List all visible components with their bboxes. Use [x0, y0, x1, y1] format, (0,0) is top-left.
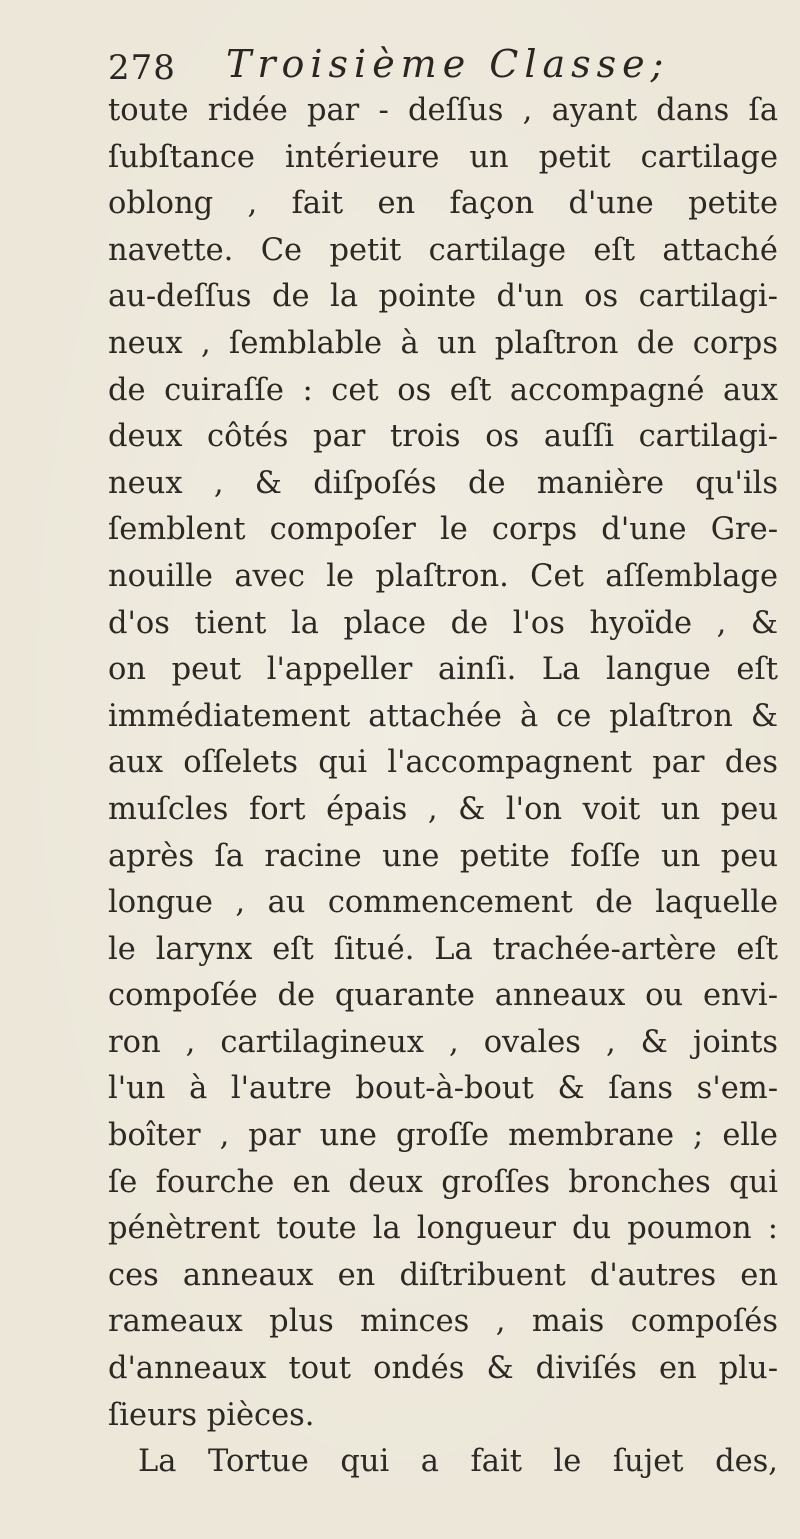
- text-line: boîter , par une groſſe membrane ; elle: [108, 1118, 778, 1154]
- text-line: le larynx eſt ſitué. La trachée-artère eſt: [108, 931, 778, 967]
- text-line: ſieurs pièces.: [108, 1397, 315, 1433]
- text-line: nouille avec le plaſtron. Cet aſſemblage: [108, 558, 778, 594]
- page-number: 278: [108, 48, 176, 88]
- text-body: [108, 88, 778, 1486]
- text-line: d'anneaux tout ondés & diviſés en plu-: [108, 1351, 778, 1387]
- text-line: de cuiraſſe : cet os eſt accompagné aux: [108, 372, 778, 408]
- text-line: ſubſtance intérieure un petit cartilage: [108, 139, 778, 175]
- text-line: neux , ſemblable à un plaſtron de corps: [108, 325, 778, 361]
- text-line: rameaux plus minces , mais compoſés: [108, 1304, 778, 1340]
- text-line: aux oſſelets qui l'accompagnent par des: [108, 745, 778, 781]
- text-line: l'un à l'autre bout-à-bout & ſans s'em-: [108, 1071, 778, 1107]
- text-line: d'os tient la place de l'os hyoïde , &: [108, 605, 778, 641]
- text-line: muſcles fort épais , & l'on voit un peu: [108, 791, 778, 827]
- text-line: compoſée de quarante anneaux ou envi-: [108, 978, 778, 1014]
- text-line: ſemblent compoſer le corps d'une Gre-: [108, 512, 778, 548]
- text-line: immédiatement attachée à ce plaſtron &: [108, 698, 778, 734]
- text-line: ces anneaux en diſtribuent d'autres en: [108, 1257, 778, 1293]
- running-title: Troisième Classe;: [226, 42, 670, 86]
- text-line: neux , & diſpoſés de manière qu'ils: [108, 465, 778, 501]
- text-line: La Tortue qui a fait le ſujet des,: [138, 1444, 778, 1480]
- text-line: on peut l'appeller ainſi. La langue eſt: [108, 652, 778, 688]
- text-line: au-deſſus de la pointe d'un os cartilagi-: [108, 279, 778, 315]
- text-line: après ſa racine une petite foſſe un peu: [108, 838, 778, 874]
- text-line: toute ridée par - deſſus , ayant dans ſa: [108, 93, 778, 128]
- text-line: navette. Ce petit cartilage eſt attaché: [108, 232, 778, 268]
- text-line: oblong , fait en façon d'une petite: [108, 186, 778, 222]
- text-line: pénètrent toute la longueur du poumon :: [108, 1211, 778, 1247]
- text-line: ſe fourche en deux groſſes bronches qui: [108, 1164, 778, 1200]
- text-line: deux côtés par trois os auſſi cartilagi-: [108, 419, 778, 455]
- text-line: ron , cartilagineux , ovales , & joints: [108, 1024, 778, 1060]
- text-line: longue , au commencement de laquelle: [108, 885, 778, 921]
